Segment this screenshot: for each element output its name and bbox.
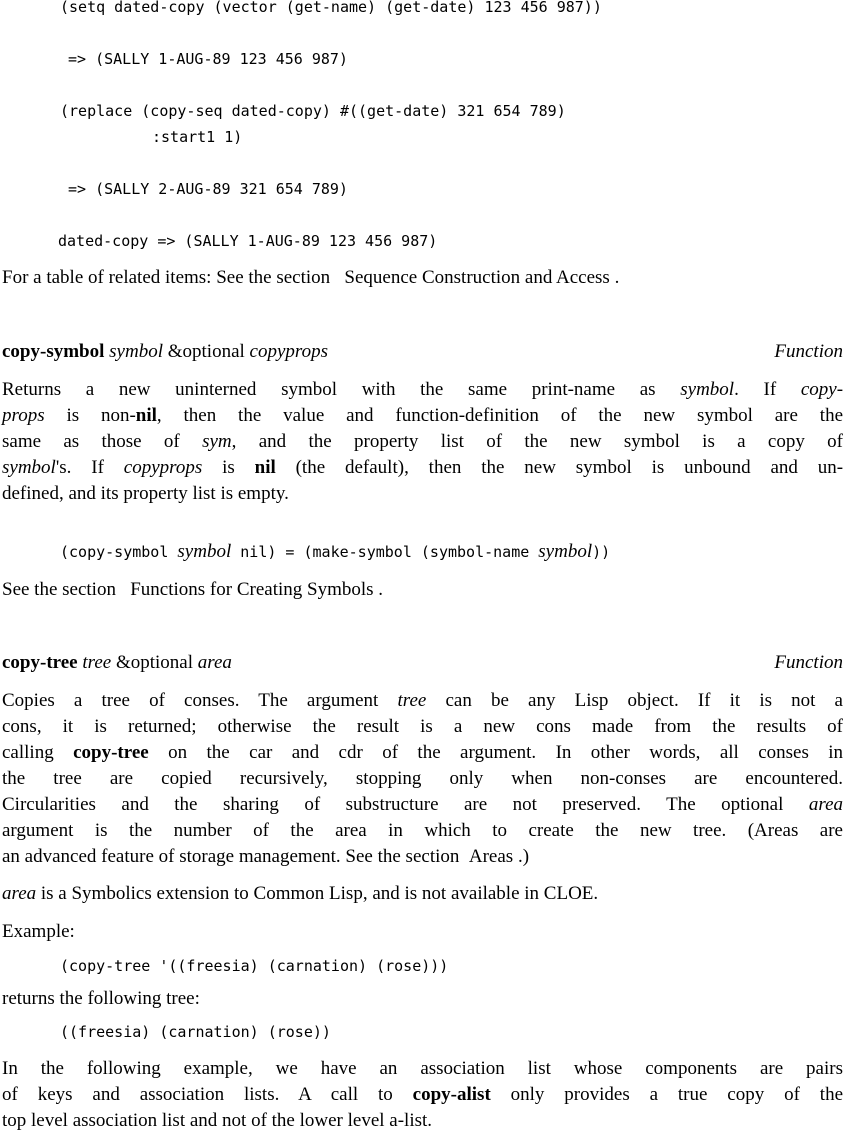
copy-symbol-description (2, 377, 843, 507)
related-section-link[interactable]: Sequence Construction and Access (344, 267, 610, 288)
see-prefix: See the section (2, 579, 116, 600)
copy-symbol-see-also (2, 577, 383, 603)
desc-line: Copies a tree of conses. The argument tree can be any Lisp object. If it is not a (2, 690, 843, 711)
copy-tree-kind: Function (774, 652, 843, 673)
desc-line: cons, it is returned; otherwise the result is a new cons made from the results of (2, 716, 843, 737)
copy-symbol-kind: Function (774, 341, 843, 362)
area-extension-note: area is a Symbolics extension to Common Lisp, and is not available in CLOE. (2, 883, 599, 904)
desc-line: top level association list and not of the lower level a-list. (2, 1110, 433, 1131)
desc-line: argument is the number of the area in which to create the new tree. (Areas are (2, 820, 843, 841)
related-suffix: . (614, 267, 620, 288)
code-result-1: => (SALLY 1-AUG-89 123 456 987) (68, 50, 348, 68)
desc-line: the tree are copied recursively, stopping only when non-conses are encountered. (2, 768, 843, 789)
desc-line: symbol's. If copyprops is nil (the default), then the new symbol is unbound and un- (2, 457, 844, 478)
arg-area: area (197, 652, 232, 673)
see-suffix: . (378, 579, 384, 600)
example-code: (copy-tree '((freesia) (carnation) (rose))) (60, 957, 449, 975)
copy-symbol-code: (copy-symbol symbol nil) = (make-symbol (symbol-name symbol)) (60, 541, 611, 562)
desc-line: same as those of sym, and the property list of the new symbol is a copy of (2, 431, 843, 452)
optional-keyword: &optional (115, 652, 194, 673)
related-items-text (2, 265, 619, 291)
arg-copyprops: copyprops (249, 341, 328, 362)
code-line-dated-copy: dated-copy => (SALLY 1-AUG-89 123 456 987) (58, 232, 438, 250)
optional-keyword: &optional (167, 341, 245, 362)
desc-line: defined, and its property list is empty. (2, 483, 289, 504)
desc-line: In the following example, we have an association list whose components are pairs (2, 1058, 843, 1079)
code-line-replace: (replace (copy-seq dated-copy) #((get-date) 321 654 789) (60, 102, 566, 120)
desc-line: calling copy-tree on the car and cdr of the argument. In other words, all conses in (2, 742, 844, 763)
returns-label: returns the following tree: (2, 988, 200, 1009)
desc-line: of keys and association lists. A call to copy-alist only provides a true copy of the (2, 1084, 844, 1105)
arg-symbol: symbol (109, 341, 163, 362)
desc-line: Circularities and the sharing of substructure are not preserved. The optional area (2, 794, 843, 815)
copy-tree-description (2, 688, 843, 870)
code-result-2: => (SALLY 2-AUG-89 321 654 789) (68, 180, 348, 198)
areas-section-link[interactable]: Areas (468, 846, 514, 867)
related-prefix: For a table of related items: See the section (2, 267, 331, 288)
code-line-setq: (setq dated-copy (vector (get-name) (get-date) 123 456 987)) (60, 0, 602, 16)
desc-line: Returns a new uninterned symbol with the same print-name as symbol. If copy- (2, 379, 844, 400)
code-line-start1: :start1 1) (152, 128, 243, 146)
result-code: ((freesia) (carnation) (rose)) (60, 1023, 331, 1041)
function-name: copy-tree (2, 652, 78, 673)
example-label: Example: (2, 921, 75, 942)
see-section-link[interactable]: Functions for Creating Symbols (130, 579, 374, 600)
final-paragraph (2, 1056, 843, 1134)
copy-symbol-heading (2, 339, 328, 365)
function-name: copy-symbol (2, 341, 105, 362)
desc-line: an advanced feature of storage management. See the section Areas .) (2, 846, 530, 867)
desc-line: props is non-nil, then the value and function-definition of the new symbol are the (2, 405, 843, 426)
arg-tree: tree (82, 652, 112, 673)
copy-tree-heading (2, 650, 232, 676)
